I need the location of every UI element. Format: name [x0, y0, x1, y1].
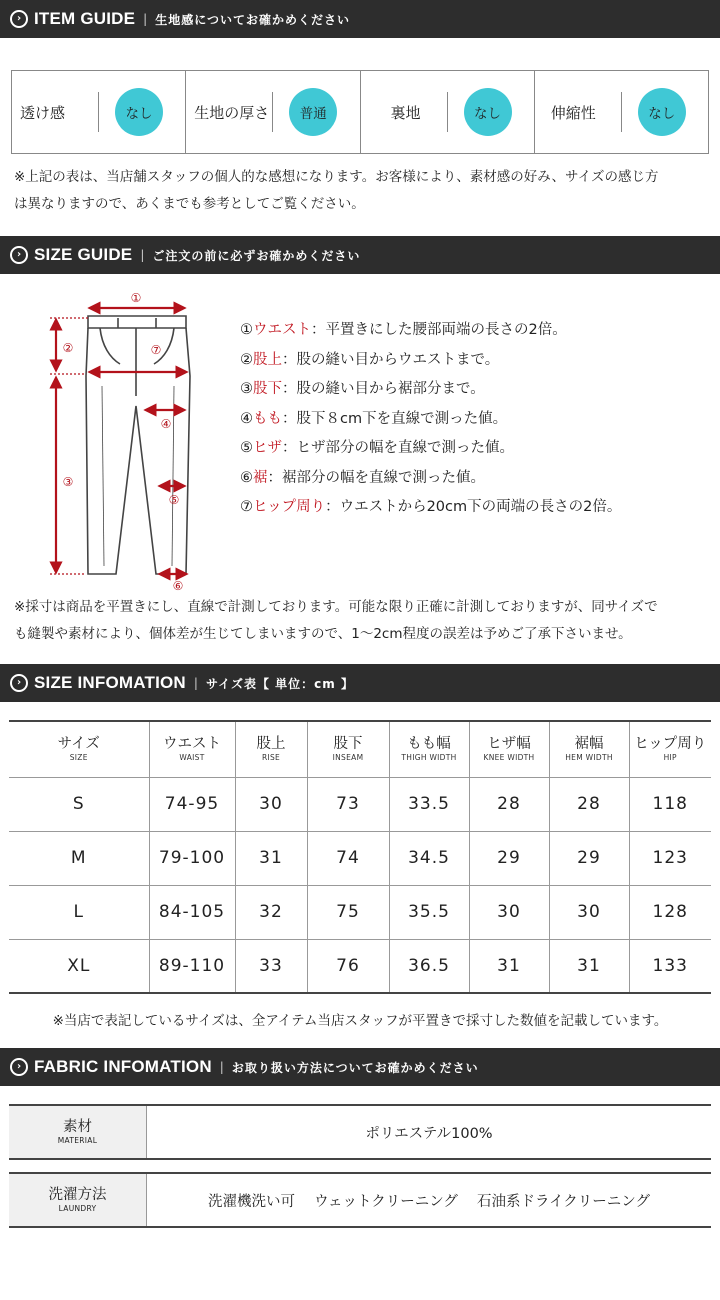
size-info-title: SIZE INFOMATION	[34, 673, 186, 692]
header-cell: 股下 INSEAM	[307, 721, 389, 777]
table-row	[9, 939, 711, 993]
size-guide-note	[14, 594, 710, 648]
table-cell: 84-105	[149, 885, 235, 939]
header-cell: もも幅 THIGH WIDTH	[389, 721, 469, 777]
size-guide-title: SIZE GUIDE	[34, 245, 133, 264]
table-cell: 30	[235, 777, 307, 831]
size-table	[9, 720, 711, 994]
material-row	[9, 1104, 711, 1160]
header-cell: 裾幅 HEM WIDTH	[549, 721, 629, 777]
header-cell: ヒザ幅 KNEE WIDTH	[469, 721, 549, 777]
table-header-row	[9, 721, 711, 777]
size-guide-subtitle: ご注文の前に必ずお確かめください	[152, 248, 361, 263]
table-cell: 133	[652, 955, 688, 976]
table-cell: M	[9, 831, 149, 885]
chevron-right-icon: ›	[10, 246, 28, 264]
size-info-header	[0, 664, 720, 702]
table-row	[9, 777, 711, 831]
table-cell: 30	[549, 885, 629, 939]
title-separator: |	[219, 1060, 224, 1074]
chevron-right-icon: ›	[10, 674, 28, 692]
guide-cell-stretch	[534, 71, 708, 153]
table-cell: 32	[235, 885, 307, 939]
measurement-item: ①ウエスト：平置きにした腰部両端の長さの2倍。	[240, 322, 567, 338]
table-cell: 34.5	[389, 831, 469, 885]
table-row	[9, 885, 711, 939]
table-cell: 76	[307, 939, 389, 993]
divider	[621, 92, 622, 132]
fabric-info-header	[0, 1048, 720, 1086]
pants-diagram	[40, 286, 210, 596]
item-guide-table	[11, 70, 709, 154]
table-cell: 28	[469, 777, 549, 831]
guide-label: 伸縮性	[550, 103, 596, 122]
table-cell: 128	[652, 902, 688, 922]
size-info-subtitle: サイズ表【 単位：cm 】	[205, 676, 354, 691]
table-cell: 33.5	[389, 777, 469, 831]
item-guide-note	[14, 164, 710, 218]
table-cell: 75	[307, 885, 389, 939]
divider	[98, 92, 99, 132]
table-cell: 29	[549, 831, 629, 885]
note-line: ※上記の表は、当店舗スタッフの個人的な感想になります。お客様により、素材感の好み、サイズの感じ方	[14, 169, 659, 185]
note-line: は異なりますので、あくまでも参考としてご覧ください。	[14, 196, 365, 212]
measurement-list	[240, 316, 621, 523]
note-line: も縫製や素材により、個体差が生じてしまいますので、1〜2cm程度の誤差は予めご了承下さいませ。	[14, 626, 632, 642]
guide-badge: なし	[638, 88, 686, 136]
guide-label: 生地の厚さ	[194, 103, 270, 122]
guide-label: 裏地	[390, 103, 421, 122]
measurement-item: ②股上：股の縫い目からウエストまで。	[240, 351, 500, 368]
marker-3: ③	[62, 475, 74, 489]
chevron-right-icon: ›	[10, 1058, 28, 1076]
fabric-info-subtitle: お取り扱い方法についてお確かめください	[231, 1060, 479, 1075]
guide-cell-transparency	[12, 71, 185, 153]
material-header: 素材 MATERIAL	[9, 1106, 147, 1158]
item-guide-header	[0, 0, 720, 38]
guide-cell-lining	[360, 71, 534, 153]
material-value: ポリエステル100%	[365, 1125, 493, 1142]
table-cell: 35.5	[389, 885, 469, 939]
title-separator: |	[140, 248, 145, 262]
table-cell: XL	[9, 939, 149, 993]
divider	[447, 92, 448, 132]
table-cell: 31	[549, 939, 629, 993]
item-guide-title: ITEM GUIDE	[34, 9, 136, 28]
marker-7: ⑦	[150, 343, 162, 357]
guide-label: 透け感	[20, 103, 66, 122]
table-cell: S	[9, 777, 149, 831]
table-row	[9, 831, 711, 885]
guide-cell-thickness	[185, 71, 359, 153]
laundry-header: 洗濯方法 LAUNDRY	[9, 1174, 147, 1226]
marker-6: ⑥	[172, 579, 184, 593]
marker-5: ⑤	[168, 493, 180, 507]
item-guide-subtitle: 生地感についてお確かめください	[155, 12, 350, 27]
table-cell: 28	[549, 777, 629, 831]
table-cell: 36.5	[389, 939, 469, 993]
table-cell: 30	[469, 885, 549, 939]
fabric-info-title: FABRIC INFOMATION	[34, 1057, 212, 1076]
measurement-item: ⑦ヒップ周り：ウエストから20cm下の両端の長さの2倍。	[240, 499, 622, 515]
table-cell: 31	[235, 831, 307, 885]
header-cell: ウエスト WAIST	[149, 721, 235, 777]
table-cell: 89-110	[149, 939, 235, 993]
table-cell: 79-100	[149, 831, 235, 885]
measurement-item: ⑤ヒザ：ヒザ部分の幅を直線で測った値。	[240, 440, 514, 456]
table-cell: 118	[652, 794, 688, 814]
measurement-item: ⑥裾：裾部分の幅を直線で測った値。	[240, 469, 485, 486]
title-separator: |	[143, 12, 148, 26]
table-cell: 73	[307, 777, 389, 831]
measurement-item: ④もも：股下８cm下を直線で測った値。	[240, 410, 508, 427]
size-info-note: ※当店で表記しているサイズは、全アイテム当店スタッフが平置きで採寸した数値を記載しています。	[52, 1013, 668, 1029]
header-cell: サイズ SIZE	[9, 721, 149, 777]
guide-badge: なし	[464, 88, 512, 136]
table-cell: 123	[652, 848, 688, 868]
table-cell: 74-95	[149, 777, 235, 831]
guide-badge: 普通	[289, 88, 337, 136]
header-cell: 股上 RISE	[235, 721, 307, 777]
table-cell: 31	[469, 939, 549, 993]
title-separator: |	[193, 676, 198, 690]
laundry-row	[9, 1172, 711, 1228]
measurement-item: ③股下：股の縫い目から裾部分まで。	[240, 381, 485, 397]
table-cell: 33	[235, 939, 307, 993]
laundry-value: 洗濯機洗い可 ウェットクリーニング 石油系ドライクリーニング	[207, 1193, 651, 1210]
table-cell: L	[9, 885, 149, 939]
chevron-right-icon: ›	[10, 10, 28, 28]
marker-1: ①	[130, 291, 142, 305]
size-guide-header	[0, 236, 720, 274]
note-line: ※採寸は商品を平置きにし、直線で計測しております。可能な限り正確に計測しておりますが、同サイズで	[14, 599, 658, 615]
marker-4: ④	[160, 417, 172, 431]
guide-badge: なし	[115, 88, 163, 136]
header-cell: ヒップ周り HIP	[634, 736, 707, 763]
marker-2: ②	[62, 341, 74, 355]
table-cell: 74	[307, 831, 389, 885]
divider	[272, 92, 273, 132]
table-cell: 29	[469, 831, 549, 885]
